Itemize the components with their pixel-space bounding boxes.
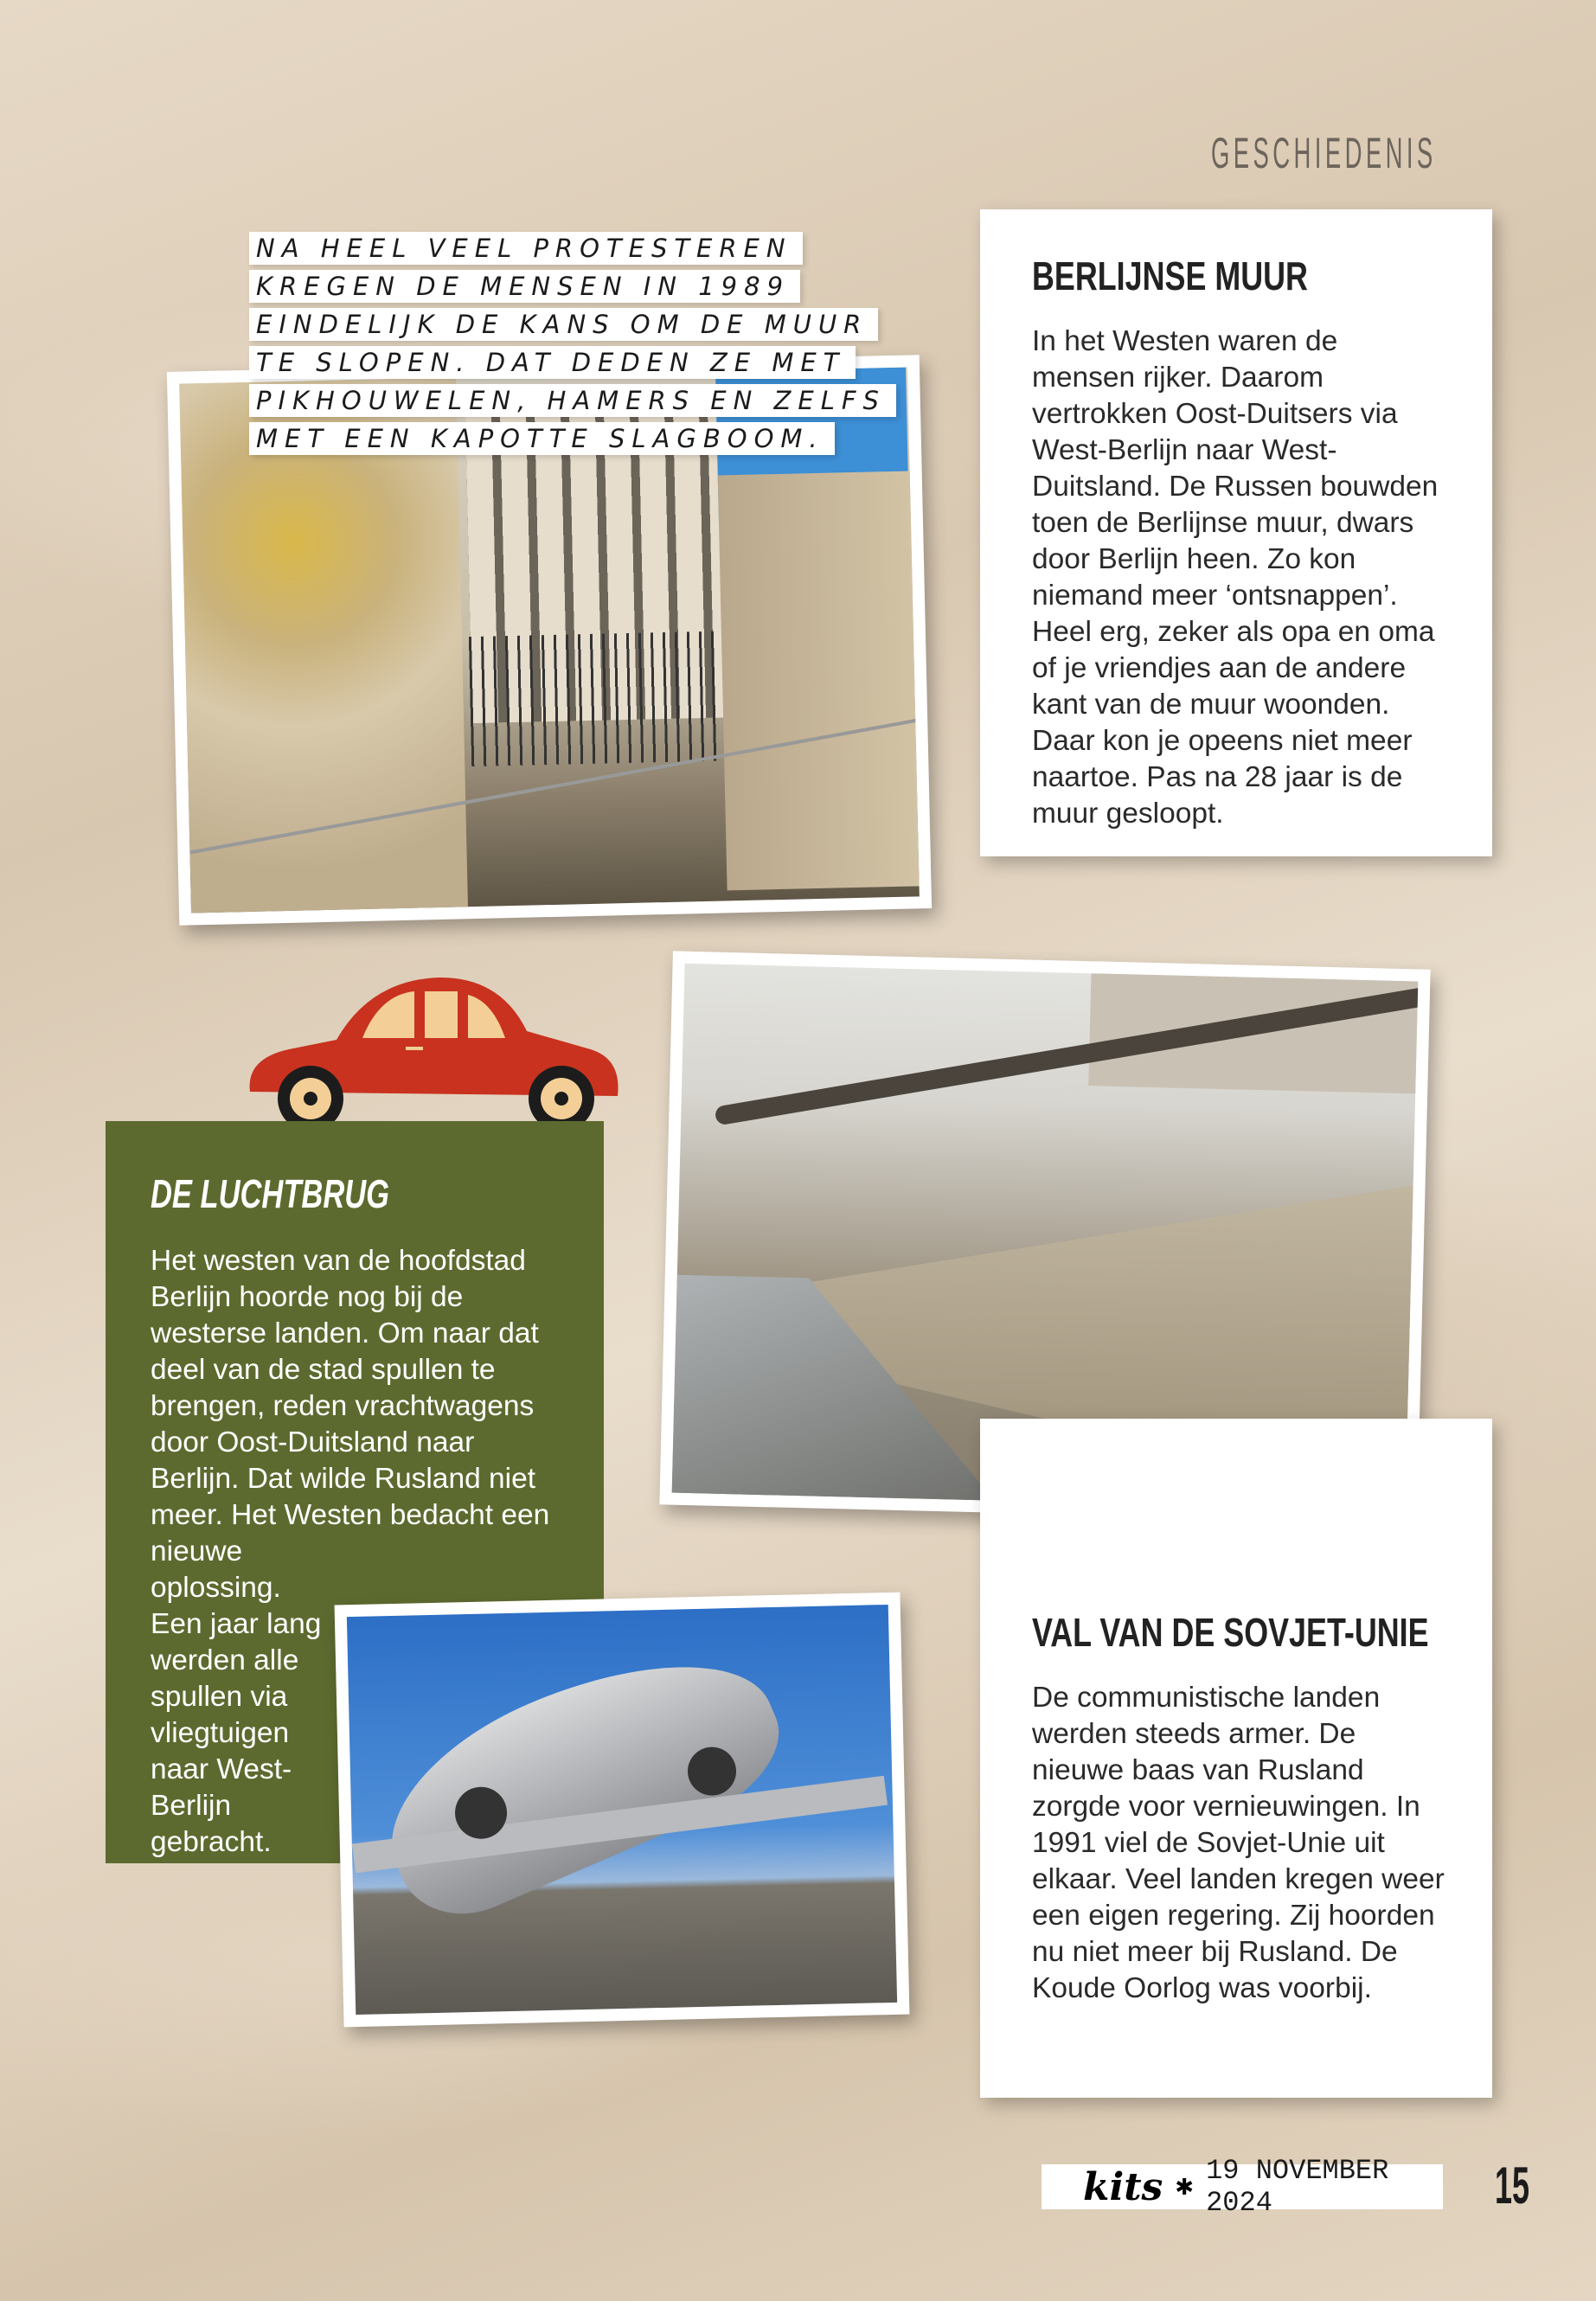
article-title: DE LUCHTBRUG [151,1171,389,1216]
photo-airplane [335,1593,910,2028]
caption-line: EINDELIJK DE KANS OM DE MUUR [249,308,878,341]
caption-line: MET EEN KAPOTTE SLAGBOOM. [249,422,835,455]
caption-line: NA HEEL VEEL PROTESTEREN [249,232,803,265]
star-icon: ✱ [1175,2173,1195,2200]
caption-line: KREGEN DE MENSEN IN 1989 [249,270,800,303]
footer-strip [1042,2155,1443,2219]
article-text: De communistische landen werden steeds armer. De nieuwe baas van Rusland zorgde voor vernieuwingen. In 1991 viel de Sovjet-Unie uit elkaar. Veel landen kregen weer een eigen regering. Zij hoorden nu niet meer bij Rusland. De Koude Oorlog was voorbij. [1032,1682,1445,2004]
article-title: BERLIJNSE MUUR [1032,253,1308,298]
article-text: In het Westen waren de mensen rijker. Daarom vertrokken Oost-Duitsers via West-Berlijn naar West-Duitsland. De Russen bouwden toen de Berlijnse muur, dwars door Berlijn heen. Zo kon niemand meer ‘ontsnappen’. Heel erg, zeker als opa en oma of je vriendjes aan de andere kant van de muur woonden. Daar kon je opeens niet meer naartoe. Pas na 28 jaar is de muur gesloopt. [1032,325,1439,830]
brand-logo: kits [1083,2164,1163,2209]
article-berlijnse-muur [980,209,1492,856]
article-val-sovjet-unie [980,1419,1492,2098]
photo-caption [249,232,896,460]
issue-date: 19 NOVEMBER 2024 [1206,2155,1389,2219]
caption-line: PIKHOUWELEN, HAMERS EN ZELFS [249,384,896,417]
section-label: GESCHIEDENIS [1211,129,1437,177]
red-car-icon [241,971,624,1135]
caption-line: TE SLOPEN. DAT DEDEN ZE MET [249,346,856,379]
article-title: VAL VAN DE SOVJET-UNIE [1032,1610,1429,1655]
page-number: 15 [1495,2157,1530,2214]
article-text: Het westen van de hoofdstad Berlijn hoorde nog bij de westerse landen. Om naar dat deel van de stad spullen te brengen, reden vrachtwagens door Oost-Duitsland naar Berlijn. Dat wilde Rusland niet meer. Het Westen bedacht een nieuwe oplossing. Een jaar lang werden alle spullen via vliegtuigen naar West-Berlijn gebracht. [151,1245,550,1858]
